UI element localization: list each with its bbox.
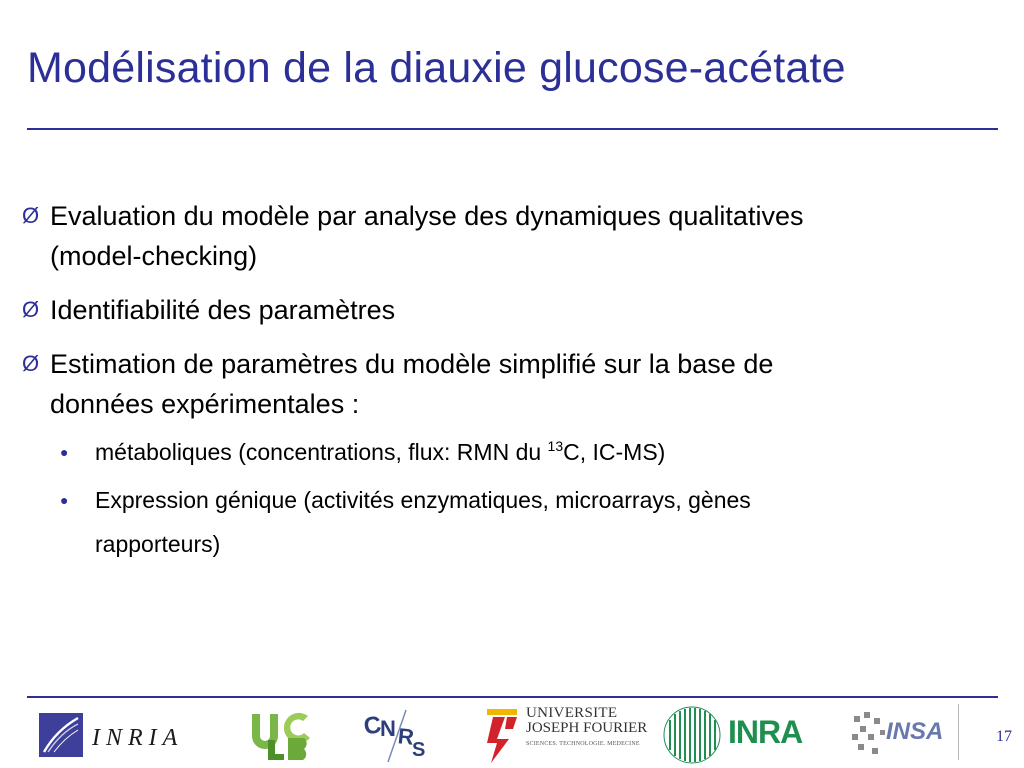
bullet-text: Estimation de paramètres du modèle simplifié sur la base de (50, 349, 774, 379)
arrow-bullet-icon: Ø (22, 297, 40, 322)
svg-text:R: R (396, 723, 416, 750)
arrow-bullet-icon: Ø (22, 203, 40, 228)
dot-bullet-icon: ● (60, 492, 69, 508)
bullet-estimation (22, 344, 1007, 424)
subbullet-text-continued: rapporteurs) (95, 531, 221, 557)
ujf-logo-icon (483, 705, 523, 765)
inria-logo-icon (38, 712, 84, 758)
cnrs-logo-icon (362, 706, 434, 764)
footer-rule (27, 696, 998, 698)
inra-logo-icon (662, 706, 722, 764)
ujf-name-line2: JOSEPH FOURIER (526, 720, 648, 736)
ucbl-logo-icon (248, 706, 324, 764)
subbullet-expression (22, 478, 1007, 566)
ujf-logo-text (526, 706, 647, 747)
isotope-superscript: 13 (547, 438, 564, 454)
svg-text:N: N (380, 716, 396, 741)
dot-bullet-icon: ● (60, 444, 69, 460)
footer-divider (958, 704, 959, 760)
bullet-list (22, 196, 1007, 566)
subbullet-text-end: C, IC-MS) (563, 439, 666, 465)
insa-logo-text: INSA (886, 718, 944, 745)
svg-text:C: C (362, 711, 384, 741)
subbullet-metaboliques (22, 430, 1007, 474)
svg-text:S: S (412, 739, 426, 761)
footer-logos (0, 700, 1024, 768)
subbullet-text: Expression génique (activités enzymatiques, microarrays, gènes (95, 487, 751, 513)
page-number: 17 (996, 728, 1012, 745)
slide-title: Modélisation de la diauxie glucose-acétate (27, 44, 846, 92)
bullet-identifiabilite (22, 290, 1007, 330)
inria-logo-text: INRIA (92, 725, 184, 751)
subbullet-text: métaboliques (concentrations, flux: RMN du (95, 439, 548, 465)
bullet-text-continued: données expérimentales : (50, 389, 360, 419)
arrow-bullet-icon: Ø (22, 351, 40, 376)
bullet-text: Identifiabilité des paramètres (50, 295, 396, 325)
ujf-tagline: SCIENCES. TECHNOLOGIE. MEDECINE (526, 741, 640, 747)
inra-logo-text: INRA (728, 714, 803, 750)
bullet-text: Evaluation du modèle par analyse des dynamiques qualitatives (50, 201, 804, 231)
title-rule (27, 128, 998, 130)
bullet-text-continued: (model-checking) (50, 241, 258, 271)
ujf-name-line1: UNIVERSITE (526, 705, 618, 721)
bullet-evaluation (22, 196, 1007, 276)
